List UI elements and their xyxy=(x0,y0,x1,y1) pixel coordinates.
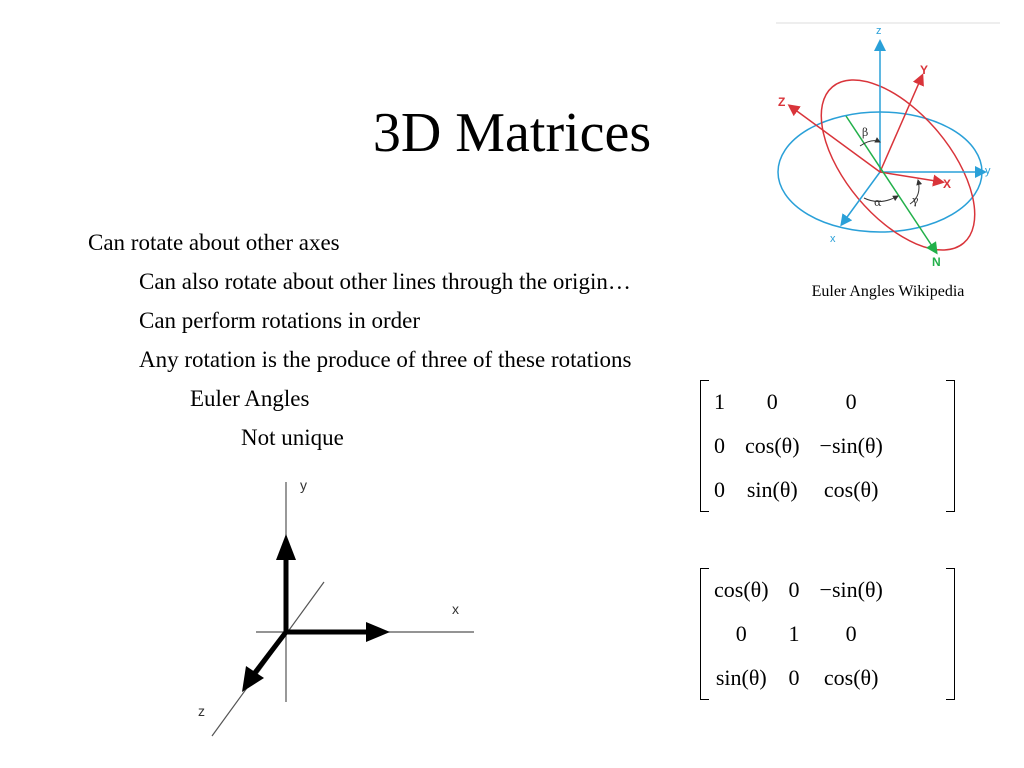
matrix-row xyxy=(704,468,893,512)
label-N: N xyxy=(932,255,941,269)
matrix-cell: 1 xyxy=(788,621,800,646)
matrix-cell: 0 xyxy=(845,621,857,646)
matrix-cell: cos(θ) xyxy=(745,433,800,458)
matrix-row xyxy=(704,424,893,468)
matrix-cell: sin(θ) xyxy=(715,665,767,690)
label-Z: Z xyxy=(778,95,786,109)
matrix-row xyxy=(704,612,893,656)
slide-title: 3D Matrices xyxy=(372,102,652,164)
axis-label-z: z xyxy=(198,703,205,719)
label-y: y xyxy=(985,165,991,177)
matrix-cell: cos(θ) xyxy=(823,477,879,502)
matrix-cell: −sin(θ) xyxy=(819,577,883,602)
y-arrowhead xyxy=(276,534,296,560)
bullet-level1: Can rotate about other axes xyxy=(88,230,340,255)
label-alpha: α xyxy=(874,196,882,209)
matrix-cell: 0 xyxy=(714,433,725,458)
label-z: z xyxy=(876,25,882,37)
euler-figure-caption: Euler Angles Wikipedia xyxy=(811,283,965,300)
label-X: X xyxy=(943,177,952,191)
rotation-matrix-x xyxy=(700,380,955,512)
label-gamma: γ xyxy=(912,194,919,207)
matrix-cell: 0 xyxy=(735,621,747,646)
matrix-cell: cos(θ) xyxy=(714,577,769,602)
matrix-cell: 0 xyxy=(788,577,800,602)
matrix-cell: 0 xyxy=(714,477,725,502)
bullet-level2: Any rotation is the produce of three of these rotations xyxy=(139,347,632,372)
rotation-matrix-y xyxy=(700,568,955,700)
matrix-cell: 0 xyxy=(788,665,800,690)
matrix-cell: 1 xyxy=(714,389,725,414)
matrix-cell: 0 xyxy=(845,389,857,414)
euler-angles-figure xyxy=(776,20,1000,302)
label-beta: β xyxy=(862,126,869,139)
right-bracket xyxy=(946,568,955,700)
x-arrowhead xyxy=(366,622,390,642)
label-x: x xyxy=(830,233,836,245)
bullet-level4: Not unique xyxy=(241,425,344,450)
matrix-cell: −sin(θ) xyxy=(819,433,883,458)
matrix-cell: cos(θ) xyxy=(823,665,879,690)
rotated-plane-ellipse xyxy=(793,53,1000,276)
right-bracket xyxy=(946,380,955,512)
bullet-level2: Can also rotate about other lines through the origin… xyxy=(139,269,631,294)
matrix-row xyxy=(704,656,893,700)
matrix-row xyxy=(704,380,893,424)
bullet-level2: Can perform rotations in order xyxy=(139,308,421,333)
matrix-row xyxy=(704,568,893,612)
matrix-cell: 0 xyxy=(766,389,778,414)
axis-label-x: x xyxy=(452,601,459,617)
bullet-level3: Euler Angles xyxy=(190,386,310,411)
axis-label-y: y xyxy=(300,477,307,493)
matrix-cell: sin(θ) xyxy=(746,477,798,502)
label-Y: Y xyxy=(920,63,929,77)
euler-angles-diagram xyxy=(776,20,1000,282)
3d-axes-diagram xyxy=(190,470,490,740)
